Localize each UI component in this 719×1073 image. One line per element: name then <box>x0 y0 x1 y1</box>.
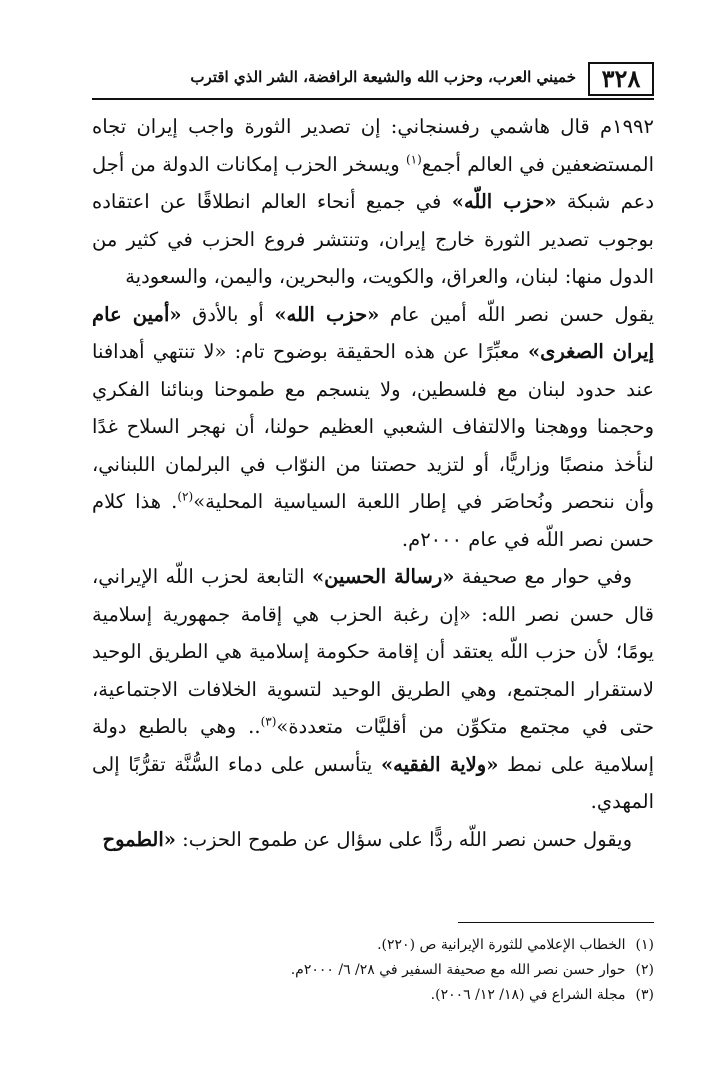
text-run: .. وهي بالطبع دولة إسلامية على نمط <box>92 715 655 776</box>
text-run: ويسخر الحزب إمكانات الدولة من أجل دعم شبكة <box>92 152 655 213</box>
footnote-ref-3: (٣) <box>260 714 277 729</box>
text-run: في جميع أنحاء العالم انطلاقًا عن اعتقاده بوجوب تصدير الثورة خارج إيران، وتنتشر فروع الحزب في كثير من الدول منها: لبنان، والعراق، والكويت، والبحرين، واليمن، والسعودية <box>92 190 654 288</box>
text-run: يتأسس على دماء السُّنَّة تقرُّبًا إلى المهدي. <box>92 752 654 813</box>
footnote-divider <box>458 922 654 923</box>
bold-term: «حزب اللّه» <box>451 190 557 213</box>
footnote-number: (٣) <box>635 987 654 1003</box>
footnote-number: (١) <box>635 937 654 953</box>
text-run: معبِّرًا عن هذه الحقيقة بوضوح تام: «لا تنتهي أهدافنا عند حدود لبنان مع فلسطين، ولا ينسجم مع طموحنا وبنائنا الفكري وحجمنا ووهجنا والالتفاف الشعبي العظيم حولنا، أن نهجر السلاح غدًا لنأخذ منصبًا وزاريًّا، أو لتزيد حصتنا من النوّاب في البرلمان اللبناني، وأن ننحصر ونُحاصَر في إطار اللعبة السياسية المحلية» <box>92 340 655 513</box>
bold-term: «أمين عام إيران الصغرى» <box>92 302 654 363</box>
text-run: أو بالأدق <box>181 302 275 326</box>
paragraph-3 <box>92 558 654 821</box>
bold-term: «رسالة الحسين» <box>311 565 455 588</box>
text-run: وفي حوار مع صحيفة <box>454 565 633 588</box>
footnote-2 <box>92 958 654 983</box>
text-run: ويقول حسن نصر اللّه ردًّا على سؤال عن طموح الحزب: <box>175 827 632 851</box>
text-run: ١٩٩٢م قال هاشمي رفسنجاني: إن تصدير الثورة واجب إيران تجاه المستضعفين في العالم أجمع <box>92 115 655 176</box>
page-number: ٣٢٨ <box>588 62 654 96</box>
footnote-text: حوار حسن نصر الله مع صحيفة السفير في ٢٨/ ٦/ ٢٠٠٠م. <box>290 962 626 978</box>
bold-term: «حزب الله» <box>274 302 380 326</box>
running-title: خميني العرب، وحزب الله والشيعة الرافضة، الشر الذي اقترب <box>190 68 576 86</box>
paragraph-4 <box>92 821 654 859</box>
main-text <box>92 108 654 858</box>
bold-term: «الطموح <box>102 827 176 851</box>
footnote-text: مجلة الشراع في (١٨/ ١٢/ ٢٠٠٦). <box>430 987 626 1003</box>
paragraph-1 <box>92 108 654 296</box>
bold-term: «ولاية الفقيه» <box>380 752 499 776</box>
text-run: . هذا كلام حسن نصر اللّه في عام ٢٠٠٠م. <box>92 490 654 551</box>
text-run: يقول حسن نصر اللّه أمين عام <box>379 302 655 326</box>
footnote-3 <box>92 983 654 1008</box>
page-header <box>92 58 654 102</box>
header-divider <box>92 98 654 100</box>
footnote-number: (٢) <box>635 962 654 978</box>
footnote-text: الخطاب الإعلامي للثورة الإيرانية ص (٢٢٠). <box>377 937 626 953</box>
footnotes <box>92 933 654 1008</box>
paragraph-2 <box>92 296 654 559</box>
footnote-ref-2: (٢) <box>177 489 194 504</box>
text-run: التابعة لحزب اللّه الإيراني، قال حسن نصر الله: «إن رغبة الحزب هي إقامة جمهورية إسلامية يومًا؛ لأن حزب اللّه يعتقد أن إقامة حكومة إسلامية هي الطريق الوحيد لاستقرار المجتمع، وهي الطريق الوحيد لتسوية الخلافات الاجتماعية، حتى في مجتمع متكوِّن من أقليَّات متعددة» <box>92 565 654 738</box>
footnote-ref-1: (١) <box>405 152 422 166</box>
footnote-1 <box>92 933 654 958</box>
